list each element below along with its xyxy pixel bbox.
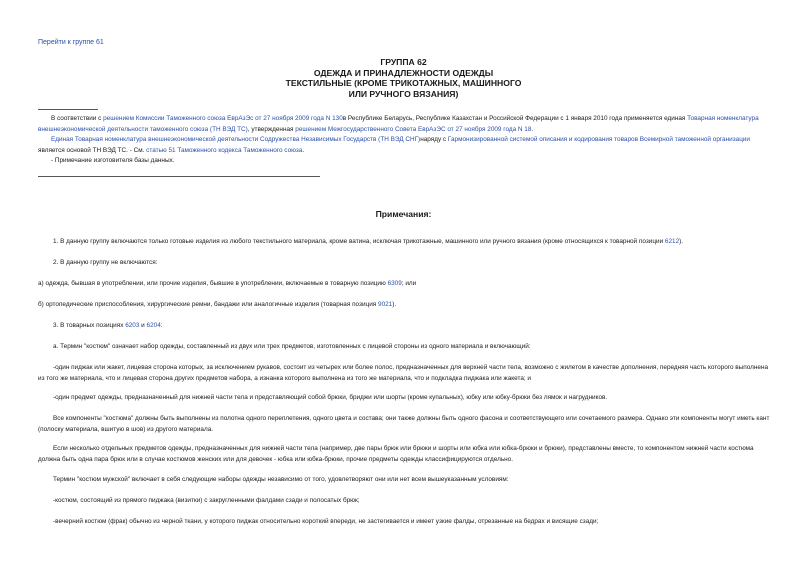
note-3a-jacket bbox=[38, 363, 770, 384]
text: б) ортопедические приспособления, хирургические ремни, бандажи или аналогичные изделия (товарная позиция bbox=[38, 301, 379, 308]
tn-ved-sng-link[interactable]: Единая Товарная номенклатура внешнеэкономической деятельности Содружества Независимых Государств (ТН ВЭД СНГ) bbox=[51, 136, 421, 143]
text: -один пиджак или жакет, лицевая сторона которых, за исключением рукавов, состоит из четырех или более полос, предназначенных для верхней части тела, возможно с жилетом в качестве дополнения, передняя часть которого выполнена из того же материала, что и лицевая сторона других предметов набора, а изнанка которого выполнена из того же материала, что и подкладка пиджака или жакета; и bbox=[38, 364, 769, 382]
note-3-mens-suit bbox=[38, 475, 770, 486]
text: . bbox=[531, 125, 534, 133]
text: Все компоненты "костюма" должны быть выполнены из полотна одного переплетения, одного цвета и состава; они также должны быть одного фасона и соответствующего или сочетаемого размера. Однако эти компоненты могут иметь кант (полоску материала, вшитую в шов) из другого материала. bbox=[38, 415, 770, 433]
title-line-1: ГРУППА 62 bbox=[380, 57, 427, 67]
intro-paragraph-2 bbox=[38, 135, 770, 156]
text: наряду с bbox=[420, 136, 448, 143]
position-6203-link[interactable]: 6203 bbox=[125, 322, 140, 329]
intro-paragraph-1 bbox=[38, 114, 770, 135]
text: ; или bbox=[401, 280, 417, 287]
title-line-3: ТЕКСТИЛЬНЫЕ (КРОМЕ ТРИКОТАЖНЫХ, МАШИННОГО bbox=[285, 78, 522, 88]
decision-18-link[interactable]: решением Межгосударственного Совета ЕврАзЭС от 27 ноября 2009 года N 18 bbox=[295, 125, 532, 133]
text: -один предмет одежды, предназначенный для нижней части тела и представляющий собой брюки, бриджи или шорты (кроме купальных), юбку или юбку-брюки без лямок и нагрудников. bbox=[53, 394, 608, 401]
intro-top-divider bbox=[38, 109, 98, 110]
note-1 bbox=[38, 237, 770, 248]
text: 1. В данную группу включаются только готовые изделия из любого текстильного материала, кроме ватина, исключая трикотажные, машинного или ручного вязания (кроме относящихся к товарной позиции bbox=[53, 238, 665, 245]
text: . bbox=[302, 146, 305, 154]
note-2a bbox=[38, 279, 770, 290]
text: 3. В товарных позициях bbox=[53, 322, 126, 329]
text: -вечерний костюм (фрак) обычно из черной ткани, у которого пиджак относительно короткий впереди, не застегивается и имеет узкие фалды, отрезанные на бедрах и висящие сзади; bbox=[53, 518, 599, 525]
note-2 bbox=[38, 258, 770, 269]
note-3a-trousers bbox=[38, 393, 770, 404]
tn-ved-ts-link[interactable]: Товарная номенклатура внешнеэкономической деятельности таможенного союза (ТН ВЭД ТС) bbox=[38, 115, 759, 133]
note-3-components bbox=[38, 414, 770, 435]
document-title bbox=[0, 57, 807, 99]
text: -костюм, состоящий из прямого пиджака (визитки) с закругленными фалдами сзади и полосатых брюк; bbox=[53, 497, 360, 504]
text: Если несколько отдельных предметов одежды, предназначенных для нижней части тела (например, две пары брюк или брюки и шорты или юбка или юбка-брюки и брюки), представлены вместе, то компонентом нижней части костюма должна быть одна пара брюк или в случае костюмов женских или для девочек - юбка или юбка-брюки, прочие предметы одежды классифицируются отдельно. bbox=[38, 445, 754, 463]
text: В соответствии с bbox=[51, 115, 104, 122]
note-3-morning-suit bbox=[38, 496, 770, 507]
text: и bbox=[139, 322, 147, 329]
text: Термин "костюм мужской" включает в себя следующие наборы одежды независимо от того, удовлетворяют они или нет всем вышеуказанным условиям: bbox=[53, 476, 509, 483]
notes-heading: Примечания: bbox=[375, 209, 432, 219]
note-3 bbox=[38, 321, 770, 332]
decision-130-link[interactable]: решением Комиссии Таможенного союза ЕврАзЭс от 27 ноября 2009 года N 130 bbox=[103, 115, 343, 122]
title-line-2: ОДЕЖДА И ПРИНАДЛЕЖНОСТИ ОДЕЖДЫ bbox=[313, 67, 494, 78]
editorial-note bbox=[38, 114, 770, 167]
note-3-separate-items bbox=[38, 444, 770, 465]
text: ). bbox=[679, 238, 684, 245]
position-6204-link[interactable]: 6204 bbox=[146, 322, 161, 329]
position-6212-link[interactable]: 6212 bbox=[664, 238, 680, 245]
position-6309-link[interactable]: 6309 bbox=[387, 280, 402, 287]
intro-paragraph-3: - Примечание изготовителя базы данных. bbox=[51, 157, 175, 164]
text: а. Термин "костюм" означает набор одежды, составленный из двух или трех предметов, изготовленных с лицевой стороны из одного материала и включающий: bbox=[53, 343, 531, 350]
text: 2. В данную группу не включаются: bbox=[53, 259, 158, 266]
note-3a bbox=[38, 342, 770, 353]
title-line-4: ИЛИ РУЧНОГО ВЯЗАНИЯ) bbox=[348, 88, 459, 99]
text: является основой ТН ВЭД ТС. - См. bbox=[38, 146, 147, 154]
text: , утвержденная bbox=[247, 125, 296, 133]
position-9021-link[interactable]: 9021 bbox=[378, 301, 393, 308]
text: ). bbox=[392, 301, 397, 308]
text: а) одежда, бывшая в употреблении, или прочие изделия, бывшие в употреблении, включаемые в товарную позицию bbox=[38, 280, 388, 287]
note-3-evening-suit bbox=[38, 517, 770, 528]
intro-bottom-divider bbox=[38, 176, 320, 177]
text: : bbox=[160, 322, 163, 329]
back-to-group-61-link[interactable]: Перейти к группе 61 bbox=[38, 39, 104, 46]
customs-code-article-51-link[interactable]: статью 51 Таможенного кодекса Таможенного союза bbox=[146, 146, 303, 154]
text: в Республике Беларусь, Республике Казахстан и Российской Федерации с 1 января 2010 года применяется единая bbox=[342, 115, 688, 122]
note-2b bbox=[38, 300, 770, 311]
harmonized-system-link[interactable]: Гармонизированной системой описания и кодирования товаров Всемирной таможенной организации bbox=[447, 136, 750, 143]
